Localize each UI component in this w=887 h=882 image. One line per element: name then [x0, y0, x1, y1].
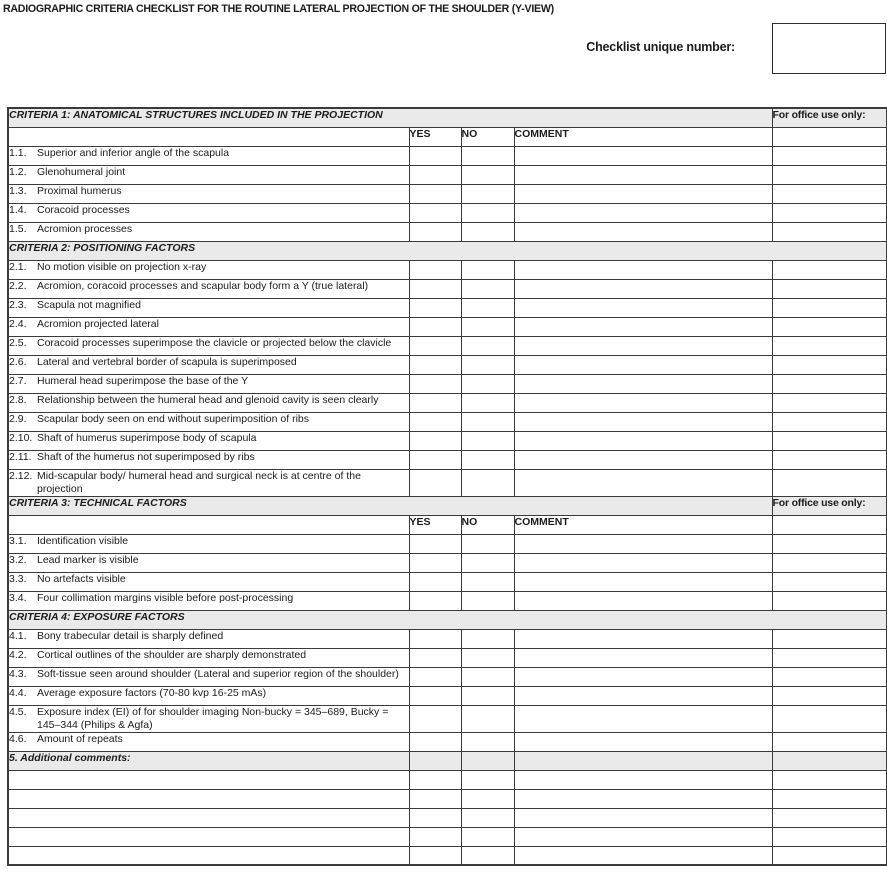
criteria-item-number: 1.4. — [9, 203, 27, 216]
criteria-item-text: Cortical outlines of the shoulder are sharply demonstrated — [37, 648, 307, 661]
criteria-description-cell — [8, 298, 409, 317]
office-use-cell[interactable] — [772, 648, 887, 667]
yes-checkbox-cell[interactable] — [409, 355, 461, 374]
comment-entry-cell[interactable] — [514, 165, 772, 184]
office-use-cell[interactable] — [772, 203, 887, 222]
yes-checkbox-cell[interactable] — [409, 298, 461, 317]
comment-entry-cell[interactable] — [514, 279, 772, 298]
criteria-row — [8, 469, 887, 496]
criteria-description-cell — [8, 629, 409, 648]
criteria-item-text: No motion visible on projection x-ray — [37, 260, 207, 273]
comments-header-no-cell — [461, 751, 514, 770]
criteria-description-cell — [8, 355, 409, 374]
criteria-item-number: 2.3. — [9, 298, 27, 311]
criteria-item-number: 4.1. — [9, 629, 27, 642]
criteria-item-text: Shaft of humerus superimpose body of scapula — [37, 431, 257, 444]
no-checkbox-cell[interactable] — [461, 667, 514, 686]
criteria-row — [8, 355, 887, 374]
comments-office-cell[interactable] — [772, 827, 887, 846]
criteria-row — [8, 260, 887, 279]
comments-no-cell[interactable] — [461, 808, 514, 827]
office-use-cell[interactable] — [772, 393, 887, 412]
no-checkbox-cell[interactable] — [461, 431, 514, 450]
comment-entry-cell[interactable] — [514, 450, 772, 469]
criteria-row — [8, 591, 887, 610]
criteria-description-cell — [8, 686, 409, 705]
comments-yes-cell[interactable] — [409, 827, 461, 846]
office-use-cell[interactable] — [772, 412, 887, 431]
column-header-office-cell — [772, 127, 887, 146]
office-use-cell[interactable] — [772, 553, 887, 572]
office-use-cell[interactable] — [772, 355, 887, 374]
yes-checkbox-cell[interactable] — [409, 374, 461, 393]
criteria-item-number: 4.5. — [9, 705, 27, 718]
comment-entry-cell[interactable] — [514, 298, 772, 317]
section-header-title: CRITERIA 4: EXPOSURE FACTORS — [8, 610, 887, 629]
comment-entry-cell[interactable] — [514, 648, 772, 667]
comments-no-cell[interactable] — [461, 770, 514, 789]
criteria-item-number: 3.4. — [9, 591, 27, 604]
office-use-cell[interactable] — [772, 469, 887, 496]
criteria-row — [8, 317, 887, 336]
comments-comment-cell[interactable] — [514, 827, 772, 846]
yes-checkbox-cell[interactable] — [409, 648, 461, 667]
yes-checkbox-cell[interactable] — [409, 667, 461, 686]
section-header-title: CRITERIA 1: ANATOMICAL STRUCTURES INCLUDED IN THE PROJECTION — [8, 108, 772, 127]
criteria-description-cell — [8, 412, 409, 431]
criteria-description-cell — [8, 222, 409, 241]
yes-checkbox-cell[interactable] — [409, 629, 461, 648]
criteria-description-cell — [8, 469, 409, 496]
office-use-cell[interactable] — [772, 705, 887, 732]
column-header-no: NO — [461, 515, 514, 534]
no-checkbox-cell[interactable] — [461, 355, 514, 374]
office-use-cell[interactable] — [772, 260, 887, 279]
comments-text-cell[interactable] — [8, 789, 409, 808]
yes-checkbox-cell[interactable] — [409, 393, 461, 412]
criteria-item-text: Exposure index (EI) of for shoulder imaging Non-bucky = 345–689, Bucky = 145–344 (Philips & Agfa) — [37, 705, 389, 731]
criteria-description-cell — [8, 393, 409, 412]
comment-entry-cell[interactable] — [514, 336, 772, 355]
yes-checkbox-cell[interactable] — [409, 469, 461, 496]
no-checkbox-cell[interactable] — [461, 450, 514, 469]
criteria-row — [8, 374, 887, 393]
criteria-description-cell — [8, 336, 409, 355]
office-use-cell[interactable] — [772, 298, 887, 317]
comments-text-cell[interactable] — [8, 846, 409, 865]
criteria-row — [8, 412, 887, 431]
criteria-item-text: Humeral head superimpose the base of the Y — [37, 374, 249, 387]
yes-checkbox-cell[interactable] — [409, 431, 461, 450]
criteria-item-number: 2.10. — [9, 431, 33, 444]
criteria-description-cell — [8, 146, 409, 165]
criteria-item-text: Lateral and vertebral border of scapula is superimposed — [37, 355, 297, 368]
office-use-cell[interactable] — [772, 591, 887, 610]
criteria-item-text: Proximal humerus — [37, 184, 122, 197]
yes-checkbox-cell[interactable] — [409, 336, 461, 355]
criteria-item-text: Relationship between the humeral head and glenoid cavity is seen clearly — [37, 393, 379, 406]
comment-entry-cell[interactable] — [514, 222, 772, 241]
no-checkbox-cell[interactable] — [461, 203, 514, 222]
criteria-item-text: Glenohumeral joint — [37, 165, 126, 178]
column-header-row — [8, 515, 887, 534]
criteria-item-text: Amount of repeats — [37, 732, 123, 745]
yes-checkbox-cell[interactable] — [409, 146, 461, 165]
comment-entry-cell[interactable] — [514, 553, 772, 572]
criteria-item-text: No artefacts visible — [37, 572, 126, 585]
criteria-description-cell — [8, 648, 409, 667]
criteria-row — [8, 553, 887, 572]
column-header-no: NO — [461, 127, 514, 146]
office-use-cell[interactable] — [772, 686, 887, 705]
office-use-cell[interactable] — [772, 572, 887, 591]
criteria-item-number: 3.2. — [9, 553, 27, 566]
criteria-item-number: 2.4. — [9, 317, 27, 330]
column-header-row — [8, 127, 887, 146]
comments-office-cell[interactable] — [772, 770, 887, 789]
comments-office-cell[interactable] — [772, 789, 887, 808]
criteria-description-cell — [8, 534, 409, 553]
criteria-item-text: Scapular body seen on end without superimposition of ribs — [37, 412, 309, 425]
criteria-checklist-table — [7, 107, 887, 866]
section-header-row — [8, 496, 887, 515]
criteria-row — [8, 431, 887, 450]
criteria-item-text: Shaft of the humerus not superimposed by ribs — [37, 450, 255, 463]
criteria-row — [8, 450, 887, 469]
criteria-item-number: 2.5. — [9, 336, 27, 349]
comments-header-yes-cell — [409, 751, 461, 770]
comments-no-cell[interactable] — [461, 827, 514, 846]
criteria-row — [8, 279, 887, 298]
yes-checkbox-cell[interactable] — [409, 705, 461, 732]
column-header-blank-cell — [8, 127, 409, 146]
criteria-row — [8, 648, 887, 667]
comment-entry-cell[interactable] — [514, 591, 772, 610]
criteria-description-cell — [8, 279, 409, 298]
criteria-row — [8, 705, 887, 732]
criteria-item-number: 2.8. — [9, 393, 27, 406]
criteria-item-number: 2.7. — [9, 374, 27, 387]
no-checkbox-cell[interactable] — [461, 732, 514, 751]
yes-checkbox-cell[interactable] — [409, 317, 461, 336]
criteria-item-text: Average exposure factors (70-80 kvp 16-25 mAs) — [37, 686, 267, 699]
comments-yes-cell[interactable] — [409, 846, 461, 865]
office-use-cell[interactable] — [772, 336, 887, 355]
comment-entry-cell[interactable] — [514, 431, 772, 450]
criteria-item-number: 3.1. — [9, 534, 27, 547]
no-checkbox-cell[interactable] — [461, 629, 514, 648]
comments-yes-cell[interactable] — [409, 808, 461, 827]
comments-office-cell[interactable] — [772, 808, 887, 827]
no-checkbox-cell[interactable] — [461, 298, 514, 317]
comment-entry-cell[interactable] — [514, 184, 772, 203]
no-checkbox-cell[interactable] — [461, 412, 514, 431]
comments-text-cell[interactable] — [8, 808, 409, 827]
comments-no-cell[interactable] — [461, 846, 514, 865]
criteria-row — [8, 336, 887, 355]
comments-yes-cell[interactable] — [409, 770, 461, 789]
comment-entry-cell[interactable] — [514, 260, 772, 279]
criteria-item-text: Lead marker is visible — [37, 553, 139, 566]
no-checkbox-cell[interactable] — [461, 222, 514, 241]
comment-entry-cell[interactable] — [514, 412, 772, 431]
comments-blank-row — [8, 846, 887, 865]
no-checkbox-cell[interactable] — [461, 146, 514, 165]
comment-entry-cell[interactable] — [514, 469, 772, 496]
comments-yes-cell[interactable] — [409, 789, 461, 808]
office-use-cell[interactable] — [772, 450, 887, 469]
column-header-yes: YES — [409, 127, 461, 146]
criteria-item-number: 4.4. — [9, 686, 27, 699]
no-checkbox-cell[interactable] — [461, 393, 514, 412]
no-checkbox-cell[interactable] — [461, 686, 514, 705]
comment-entry-cell[interactable] — [514, 667, 772, 686]
criteria-row — [8, 686, 887, 705]
criteria-item-text: Coracoid processes superimpose the clavicle or projected below the clavicle — [37, 336, 392, 349]
office-use-only-label: For office use only: — [772, 496, 887, 515]
criteria-row — [8, 146, 887, 165]
office-use-cell[interactable] — [772, 146, 887, 165]
criteria-description-cell — [8, 431, 409, 450]
criteria-item-text: Superior and inferior angle of the scapula — [37, 146, 230, 159]
criteria-item-number: 1.3. — [9, 184, 27, 197]
column-header-yes: YES — [409, 515, 461, 534]
criteria-description-cell — [8, 184, 409, 203]
criteria-item-text: Scapula not magnified — [37, 298, 141, 311]
yes-checkbox-cell[interactable] — [409, 591, 461, 610]
comments-comment-cell[interactable] — [514, 808, 772, 827]
no-checkbox-cell[interactable] — [461, 317, 514, 336]
comment-entry-cell[interactable] — [514, 686, 772, 705]
criteria-row — [8, 203, 887, 222]
criteria-row — [8, 393, 887, 412]
criteria-item-number: 1.1. — [9, 146, 27, 159]
comment-entry-cell[interactable] — [514, 374, 772, 393]
checklist-unique-number-box[interactable] — [772, 23, 886, 74]
comments-blank-row — [8, 808, 887, 827]
criteria-item-text: Acromion processes — [37, 222, 133, 235]
criteria-item-number: 2.1. — [9, 260, 27, 273]
yes-checkbox-cell[interactable] — [409, 260, 461, 279]
office-use-cell[interactable] — [772, 317, 887, 336]
criteria-description-cell — [8, 165, 409, 184]
office-use-cell[interactable] — [772, 629, 887, 648]
criteria-description-cell — [8, 705, 409, 732]
criteria-item-number: 4.6. — [9, 732, 27, 745]
comments-text-cell[interactable] — [8, 770, 409, 789]
section-header-row — [8, 241, 887, 260]
comments-header-title: 5. Additional comments: — [8, 751, 409, 770]
yes-checkbox-cell[interactable] — [409, 203, 461, 222]
no-checkbox-cell[interactable] — [461, 279, 514, 298]
yes-checkbox-cell[interactable] — [409, 279, 461, 298]
section-header-title: CRITERIA 2: POSITIONING FACTORS — [8, 241, 887, 260]
office-use-cell[interactable] — [772, 374, 887, 393]
section-header-title: CRITERIA 3: TECHNICAL FACTORS — [8, 496, 772, 515]
comment-entry-cell[interactable] — [514, 203, 772, 222]
yes-checkbox-cell[interactable] — [409, 572, 461, 591]
criteria-description-cell — [8, 667, 409, 686]
criteria-item-number: 2.11. — [9, 450, 32, 463]
office-use-cell[interactable] — [772, 165, 887, 184]
no-checkbox-cell[interactable] — [461, 336, 514, 355]
criteria-description-cell — [8, 317, 409, 336]
criteria-item-text: Soft-tissue seen around shoulder (Lateral and superior region of the shoulder) — [37, 667, 399, 680]
comment-entry-cell[interactable] — [514, 732, 772, 751]
comments-comment-cell[interactable] — [514, 770, 772, 789]
criteria-row — [8, 222, 887, 241]
comments-text-cell[interactable] — [8, 827, 409, 846]
comments-office-cell[interactable] — [772, 846, 887, 865]
criteria-item-number: 2.9. — [9, 412, 27, 425]
criteria-row — [8, 165, 887, 184]
criteria-row — [8, 732, 887, 751]
criteria-description-cell — [8, 572, 409, 591]
comments-header-comment-cell — [514, 751, 772, 770]
comments-header-office-cell — [772, 751, 887, 770]
column-header-office-cell — [772, 515, 887, 534]
comment-entry-cell[interactable] — [514, 317, 772, 336]
criteria-row — [8, 534, 887, 553]
no-checkbox-cell[interactable] — [461, 469, 514, 496]
criteria-table-body — [8, 108, 887, 865]
comment-entry-cell[interactable] — [514, 629, 772, 648]
criteria-row — [8, 629, 887, 648]
comments-comment-cell[interactable] — [514, 846, 772, 865]
comment-entry-cell[interactable] — [514, 534, 772, 553]
no-checkbox-cell[interactable] — [461, 553, 514, 572]
office-use-cell[interactable] — [772, 222, 887, 241]
criteria-item-number: 3.3. — [9, 572, 27, 585]
comments-comment-cell[interactable] — [514, 789, 772, 808]
no-checkbox-cell[interactable] — [461, 705, 514, 732]
comment-entry-cell[interactable] — [514, 355, 772, 374]
criteria-item-text: Acromion projected lateral — [37, 317, 159, 330]
no-checkbox-cell[interactable] — [461, 591, 514, 610]
criteria-description-cell — [8, 450, 409, 469]
section-header-row — [8, 108, 887, 127]
criteria-item-number: 4.2. — [9, 648, 27, 661]
criteria-item-text: Coracoid processes — [37, 203, 130, 216]
criteria-item-number: 2.2. — [9, 279, 27, 292]
comment-entry-cell[interactable] — [514, 705, 772, 732]
criteria-item-number: 4.3. — [9, 667, 27, 680]
section-header-row — [8, 610, 887, 629]
criteria-item-number: 2.12. — [9, 469, 33, 482]
column-header-comment: COMMENT — [514, 515, 772, 534]
no-checkbox-cell[interactable] — [461, 648, 514, 667]
yes-checkbox-cell[interactable] — [409, 686, 461, 705]
column-header-blank-cell — [8, 515, 409, 534]
criteria-description-cell — [8, 591, 409, 610]
column-header-comment: COMMENT — [514, 127, 772, 146]
yes-checkbox-cell[interactable] — [409, 222, 461, 241]
criteria-item-text: Bony trabecular detail is sharply defined — [37, 629, 224, 642]
criteria-description-cell — [8, 732, 409, 751]
office-use-cell[interactable] — [772, 184, 887, 203]
criteria-item-text: Mid-scapular body/ humeral head and surgical neck is at centre of the projection — [37, 469, 361, 495]
comments-blank-row — [8, 770, 887, 789]
comments-header-row — [8, 751, 887, 770]
no-checkbox-cell[interactable] — [461, 534, 514, 553]
criteria-description-cell — [8, 203, 409, 222]
criteria-description-cell — [8, 374, 409, 393]
comment-entry-cell[interactable] — [514, 146, 772, 165]
office-use-only-label: For office use only: — [772, 108, 887, 127]
criteria-row — [8, 667, 887, 686]
yes-checkbox-cell[interactable] — [409, 184, 461, 203]
comments-blank-row — [8, 827, 887, 846]
criteria-description-cell — [8, 553, 409, 572]
criteria-item-number: 1.5. — [9, 222, 27, 235]
criteria-row — [8, 184, 887, 203]
comment-entry-cell[interactable] — [514, 393, 772, 412]
yes-checkbox-cell[interactable] — [409, 412, 461, 431]
criteria-item-text: Four collimation margins visible before post-processing — [37, 591, 294, 604]
checklist-unique-number-label: Checklist unique number: — [586, 40, 735, 54]
criteria-item-text: Identification visible — [37, 534, 129, 547]
yes-checkbox-cell[interactable] — [409, 534, 461, 553]
comment-entry-cell[interactable] — [514, 572, 772, 591]
no-checkbox-cell[interactable] — [461, 165, 514, 184]
office-use-cell[interactable] — [772, 279, 887, 298]
yes-checkbox-cell[interactable] — [409, 165, 461, 184]
office-use-cell[interactable] — [772, 732, 887, 751]
page-title: RADIOGRAPHIC CRITERIA CHECKLIST FOR THE ROUTINE LATERAL PROJECTION OF THE SHOULDER (Y-VIEW) — [3, 3, 554, 15]
no-checkbox-cell[interactable] — [461, 572, 514, 591]
yes-checkbox-cell[interactable] — [409, 732, 461, 751]
office-use-cell[interactable] — [772, 667, 887, 686]
office-use-cell[interactable] — [772, 431, 887, 450]
comments-no-cell[interactable] — [461, 789, 514, 808]
criteria-item-number: 1.2. — [9, 165, 27, 178]
criteria-description-cell — [8, 260, 409, 279]
criteria-item-number: 2.6. — [9, 355, 27, 368]
no-checkbox-cell[interactable] — [461, 374, 514, 393]
yes-checkbox-cell[interactable] — [409, 553, 461, 572]
criteria-row — [8, 298, 887, 317]
office-use-cell[interactable] — [772, 534, 887, 553]
yes-checkbox-cell[interactable] — [409, 450, 461, 469]
comments-blank-row — [8, 789, 887, 808]
criteria-row — [8, 572, 887, 591]
no-checkbox-cell[interactable] — [461, 260, 514, 279]
criteria-item-text: Acromion, coracoid processes and scapular body form a Y (true lateral) — [37, 279, 369, 292]
no-checkbox-cell[interactable] — [461, 184, 514, 203]
